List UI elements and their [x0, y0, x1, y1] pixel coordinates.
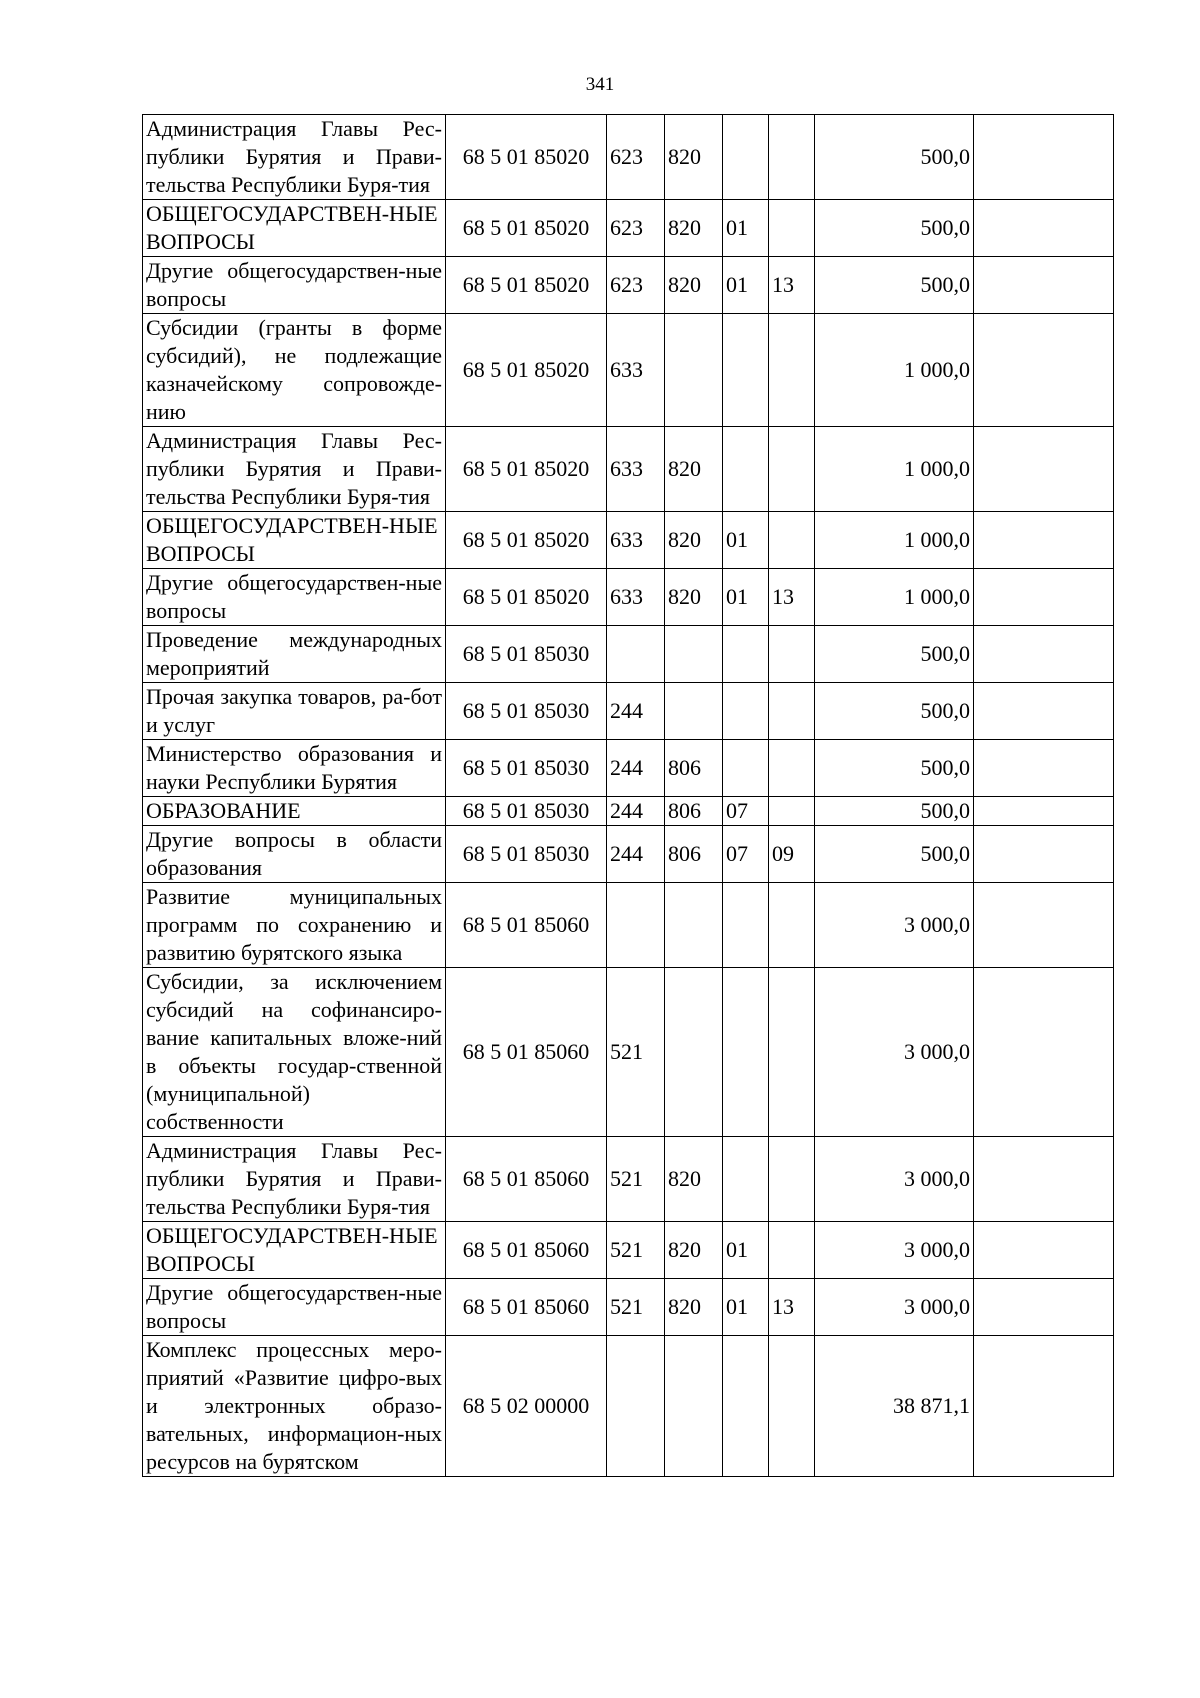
row-grbs-cell: 820	[665, 569, 723, 626]
table-row	[143, 826, 1114, 883]
row-grbs-cell: 806	[665, 797, 723, 826]
row-grbs-cell: 820	[665, 1137, 723, 1222]
row-code-cell: 68 5 01 85020	[446, 200, 607, 257]
row-amount-cell: 500,0	[815, 826, 974, 883]
row-empty-cell	[974, 883, 1114, 968]
row-vr-cell: 633	[607, 569, 665, 626]
row-name-cell: ОБЩЕГОСУДАРСТВЕН-НЫЕ ВОПРОСЫ	[143, 512, 446, 569]
row-subsection-cell	[769, 427, 815, 512]
row-grbs-cell	[665, 1336, 723, 1477]
row-section-cell	[723, 1336, 769, 1477]
row-code-cell: 68 5 01 85060	[446, 968, 607, 1137]
row-amount-cell: 3 000,0	[815, 883, 974, 968]
row-name-cell: Другие вопросы в области образования	[143, 826, 446, 883]
table-row	[143, 115, 1114, 200]
row-name-cell: Прочая закупка товаров, ра-бот и услуг	[143, 683, 446, 740]
row-empty-cell	[974, 427, 1114, 512]
row-subsection-cell	[769, 740, 815, 797]
row-amount-cell: 3 000,0	[815, 968, 974, 1137]
row-section-cell: 01	[723, 1279, 769, 1336]
row-vr-cell: 633	[607, 512, 665, 569]
row-grbs-cell: 820	[665, 512, 723, 569]
row-vr-cell: 521	[607, 1137, 665, 1222]
row-name-cell: ОБРАЗОВАНИЕ	[143, 797, 446, 826]
row-empty-cell	[974, 968, 1114, 1137]
row-subsection-cell	[769, 115, 815, 200]
row-section-cell: 07	[723, 826, 769, 883]
row-vr-cell: 521	[607, 1222, 665, 1279]
row-name-cell: Другие общегосударствен-ные вопросы	[143, 569, 446, 626]
row-subsection-cell	[769, 797, 815, 826]
row-empty-cell	[974, 115, 1114, 200]
row-code-cell: 68 5 01 85030	[446, 826, 607, 883]
row-subsection-cell	[769, 883, 815, 968]
row-amount-cell: 500,0	[815, 200, 974, 257]
row-grbs-cell: 806	[665, 740, 723, 797]
row-subsection-cell	[769, 968, 815, 1137]
row-grbs-cell: 820	[665, 200, 723, 257]
row-subsection-cell	[769, 200, 815, 257]
row-subsection-cell	[769, 314, 815, 427]
table-row	[143, 1137, 1114, 1222]
row-vr-cell	[607, 626, 665, 683]
row-vr-cell: 244	[607, 683, 665, 740]
row-name-cell: Субсидии, за исключением субсидий на софинансиро-вание капитальных вложе-ний в объекты государ-ственной (муниципальной) собственности	[143, 968, 446, 1137]
row-section-cell: 01	[723, 1222, 769, 1279]
table-row	[143, 200, 1114, 257]
table-body	[143, 115, 1114, 1477]
row-empty-cell	[974, 1336, 1114, 1477]
row-vr-cell: 633	[607, 314, 665, 427]
row-section-cell	[723, 683, 769, 740]
row-amount-cell: 3 000,0	[815, 1222, 974, 1279]
row-subsection-cell	[769, 1336, 815, 1477]
row-empty-cell	[974, 740, 1114, 797]
row-amount-cell: 1 000,0	[815, 427, 974, 512]
row-section-cell	[723, 1137, 769, 1222]
row-subsection-cell	[769, 626, 815, 683]
row-grbs-cell	[665, 883, 723, 968]
row-vr-cell: 244	[607, 740, 665, 797]
row-empty-cell	[974, 826, 1114, 883]
row-grbs-cell	[665, 626, 723, 683]
row-section-cell	[723, 427, 769, 512]
row-section-cell: 01	[723, 200, 769, 257]
row-subsection-cell	[769, 683, 815, 740]
row-section-cell	[723, 968, 769, 1137]
row-name-cell: Развитие муниципальных программ по сохранению и развитию бурятского языка	[143, 883, 446, 968]
row-code-cell: 68 5 01 85030	[446, 740, 607, 797]
row-code-cell: 68 5 01 85020	[446, 569, 607, 626]
row-code-cell: 68 5 02 00000	[446, 1336, 607, 1477]
row-name-cell: Администрация Главы Рес-публики Бурятия и Прави-тельства Республики Буря-тия	[143, 115, 446, 200]
row-empty-cell	[974, 626, 1114, 683]
row-grbs-cell	[665, 683, 723, 740]
row-amount-cell: 38 871,1	[815, 1336, 974, 1477]
row-empty-cell	[974, 1279, 1114, 1336]
row-section-cell	[723, 314, 769, 427]
row-name-cell: ОБЩЕГОСУДАРСТВЕН-НЫЕ ВОПРОСЫ	[143, 200, 446, 257]
row-empty-cell	[974, 797, 1114, 826]
row-amount-cell: 500,0	[815, 626, 974, 683]
row-grbs-cell	[665, 968, 723, 1137]
row-grbs-cell: 806	[665, 826, 723, 883]
row-vr-cell: 244	[607, 826, 665, 883]
row-name-cell: Комплекс процессных меро-приятий «Развитие цифро-вых и электронных образо-вательных, информацион-ных ресурсов на бурятском	[143, 1336, 446, 1477]
table-row	[143, 683, 1114, 740]
row-code-cell: 68 5 01 85020	[446, 512, 607, 569]
row-amount-cell: 1 000,0	[815, 569, 974, 626]
table-row	[143, 883, 1114, 968]
row-code-cell: 68 5 01 85020	[446, 115, 607, 200]
row-section-cell	[723, 626, 769, 683]
table-row	[143, 257, 1114, 314]
row-vr-cell	[607, 1336, 665, 1477]
row-amount-cell: 500,0	[815, 115, 974, 200]
row-grbs-cell: 820	[665, 115, 723, 200]
row-code-cell: 68 5 01 85060	[446, 1137, 607, 1222]
row-section-cell	[723, 740, 769, 797]
row-empty-cell	[974, 683, 1114, 740]
row-section-cell: 01	[723, 512, 769, 569]
table-row	[143, 740, 1114, 797]
row-code-cell: 68 5 01 85020	[446, 427, 607, 512]
row-section-cell: 01	[723, 257, 769, 314]
row-section-cell: 07	[723, 797, 769, 826]
row-amount-cell: 1 000,0	[815, 314, 974, 427]
row-amount-cell: 1 000,0	[815, 512, 974, 569]
row-name-cell: Другие общегосударствен-ные вопросы	[143, 1279, 446, 1336]
row-empty-cell	[974, 569, 1114, 626]
row-subsection-cell: 13	[769, 1279, 815, 1336]
table-row	[143, 1222, 1114, 1279]
row-code-cell: 68 5 01 85060	[446, 883, 607, 968]
row-vr-cell: 244	[607, 797, 665, 826]
row-name-cell: Администрация Главы Рес-публики Бурятия и Прави-тельства Республики Буря-тия	[143, 427, 446, 512]
row-section-cell: 01	[723, 569, 769, 626]
row-subsection-cell: 13	[769, 257, 815, 314]
row-name-cell: Министерство образования и науки Республики Бурятия	[143, 740, 446, 797]
row-amount-cell: 3 000,0	[815, 1137, 974, 1222]
row-empty-cell	[974, 200, 1114, 257]
row-grbs-cell	[665, 314, 723, 427]
table-row	[143, 512, 1114, 569]
row-empty-cell	[974, 314, 1114, 427]
row-section-cell	[723, 115, 769, 200]
row-amount-cell: 500,0	[815, 740, 974, 797]
row-vr-cell: 633	[607, 427, 665, 512]
row-empty-cell	[974, 512, 1114, 569]
row-empty-cell	[974, 1222, 1114, 1279]
row-vr-cell: 623	[607, 257, 665, 314]
table-row	[143, 626, 1114, 683]
row-vr-cell	[607, 883, 665, 968]
row-amount-cell: 3 000,0	[815, 1279, 974, 1336]
row-subsection-cell	[769, 512, 815, 569]
row-empty-cell	[974, 257, 1114, 314]
table-row	[143, 1279, 1114, 1336]
table-row	[143, 1336, 1114, 1477]
row-grbs-cell: 820	[665, 257, 723, 314]
row-amount-cell: 500,0	[815, 257, 974, 314]
table-row	[143, 314, 1114, 427]
row-vr-cell: 623	[607, 115, 665, 200]
row-code-cell: 68 5 01 85030	[446, 626, 607, 683]
row-subsection-cell	[769, 1137, 815, 1222]
row-code-cell: 68 5 01 85020	[446, 314, 607, 427]
row-grbs-cell: 820	[665, 427, 723, 512]
table-row	[143, 968, 1114, 1137]
row-code-cell: 68 5 01 85060	[446, 1222, 607, 1279]
row-amount-cell: 500,0	[815, 797, 974, 826]
row-name-cell: Проведение международных мероприятий	[143, 626, 446, 683]
row-vr-cell: 521	[607, 968, 665, 1137]
row-name-cell: Другие общегосударствен-ные вопросы	[143, 257, 446, 314]
row-vr-cell: 521	[607, 1279, 665, 1336]
row-name-cell: Субсидии (гранты в форме субсидий), не подлежащие казначейскому сопровожде-нию	[143, 314, 446, 427]
row-empty-cell	[974, 1137, 1114, 1222]
row-amount-cell: 500,0	[815, 683, 974, 740]
row-subsection-cell: 09	[769, 826, 815, 883]
row-code-cell: 68 5 01 85020	[446, 257, 607, 314]
row-subsection-cell	[769, 1222, 815, 1279]
row-code-cell: 68 5 01 85030	[446, 797, 607, 826]
row-name-cell: Администрация Главы Рес-публики Бурятия и Прави-тельства Республики Буря-тия	[143, 1137, 446, 1222]
table-row	[143, 427, 1114, 512]
budget-table	[142, 114, 1114, 1477]
page-number: 341	[585, 74, 615, 95]
table-row	[143, 569, 1114, 626]
row-vr-cell: 623	[607, 200, 665, 257]
row-section-cell	[723, 883, 769, 968]
row-code-cell: 68 5 01 85030	[446, 683, 607, 740]
row-grbs-cell: 820	[665, 1279, 723, 1336]
row-code-cell: 68 5 01 85060	[446, 1279, 607, 1336]
row-subsection-cell: 13	[769, 569, 815, 626]
row-name-cell: ОБЩЕГОСУДАРСТВЕН-НЫЕ ВОПРОСЫ	[143, 1222, 446, 1279]
table-row	[143, 797, 1114, 826]
row-grbs-cell: 820	[665, 1222, 723, 1279]
